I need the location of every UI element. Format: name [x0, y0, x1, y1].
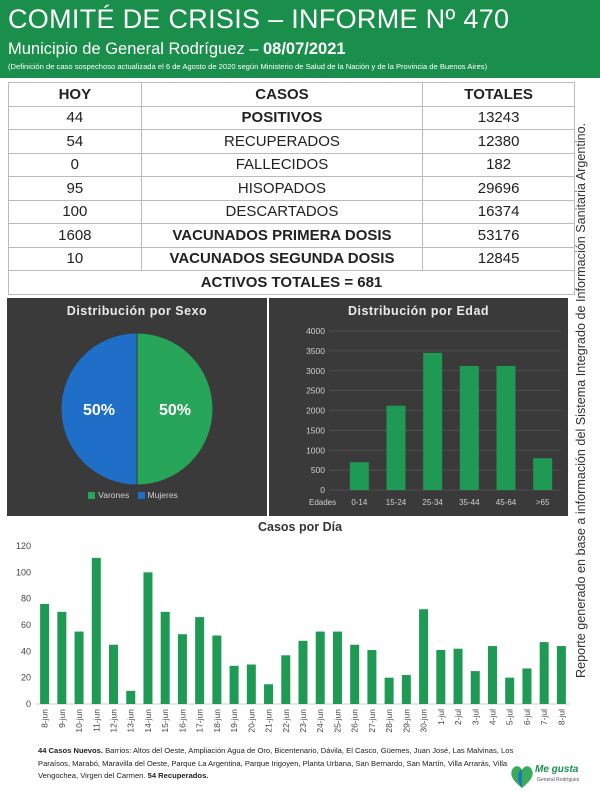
x-tick-label: 27-jun: [366, 709, 377, 733]
x-tick-label: 21-jun: [263, 709, 274, 733]
x-tick-label: 13-jun: [125, 709, 136, 733]
bar-dia-2-jul: [454, 649, 463, 704]
x-tick-label: 9-jun: [56, 709, 67, 728]
subtitle-municipio: Municipio de General Rodríguez –: [8, 40, 263, 58]
y-tick-label: 3000: [306, 365, 325, 376]
y-tick-label: 4000: [306, 326, 325, 336]
bar-dia-30-jun: [419, 609, 428, 704]
bar-dia-14-jun: [143, 572, 152, 704]
bar-dia-8-jul: [557, 646, 566, 704]
edad-chart-panel: [269, 298, 568, 516]
footer-nuevos: 44 Casos Nuevos.: [38, 746, 103, 755]
y-tick-label: 60: [20, 620, 31, 630]
header-totales: TOTALES: [423, 83, 575, 107]
x-tick-label: 0-14: [351, 498, 368, 507]
x-tick-label: 16-jun: [177, 709, 188, 733]
y-tick-label: 100: [15, 567, 31, 578]
logo-text: Me gusta: [535, 764, 579, 775]
footer-barrios: [38, 745, 518, 783]
bar-dia-16-jun: [178, 634, 187, 704]
row-hoy: 0: [9, 153, 142, 177]
table-row: [9, 106, 575, 130]
x-tick-label: 7-jul: [539, 709, 550, 726]
legend-mujeres: Mujeres: [147, 490, 178, 500]
row-hoy: 44: [9, 106, 142, 130]
y-tick-label: 120: [15, 541, 31, 551]
bar-dia-10-jun: [75, 632, 84, 704]
bar-dia-15-jun: [161, 612, 170, 704]
row-totales: 29696: [423, 177, 575, 201]
x-tick-label: 24-jun: [315, 709, 326, 733]
edad-chart-title: Distribución por Edad: [347, 304, 490, 318]
x-tick-label: 1-jul: [435, 709, 446, 726]
activos-totales: ACTIVOS TOTALES = 681: [9, 271, 575, 295]
row-hoy: 10: [9, 247, 142, 271]
x-tick-label: 23-jun: [298, 709, 308, 733]
bar-edad-45-64: [497, 366, 516, 490]
row-casos: VACUNADOS SEGUNDA DOSIS: [141, 247, 423, 271]
bar-dia-12-jun: [109, 645, 118, 704]
bar-dia-8-jun: [40, 604, 49, 704]
y-tick-label: 2000: [306, 405, 325, 416]
row-casos: VACUNADOS PRIMERA DOSIS: [141, 224, 423, 248]
y-tick-label: 1500: [306, 425, 325, 436]
pie-data-label: 50%: [158, 402, 192, 419]
bar-dia-1-jul: [436, 650, 445, 704]
report-header: [0, 0, 600, 78]
sexo-chart-title: Distribución por Sexo: [66, 304, 208, 318]
y-tick-label: 80: [20, 593, 31, 604]
row-casos: HISOPADOS: [141, 177, 423, 201]
bar-dia-25-jun: [333, 632, 342, 704]
y-tick-label: 2500: [306, 385, 325, 396]
x-tick-label: 5-jul: [504, 709, 515, 726]
x-tick-label: 2-jul: [453, 709, 464, 726]
bar-dia-19-jun: [230, 666, 239, 704]
x-tick-label: 29-jun: [401, 709, 412, 733]
row-totales: 182: [423, 153, 575, 177]
row-casos: FALLECIDOS: [141, 153, 423, 177]
y-tick-label: 500: [310, 465, 325, 476]
header-casos: CASOS: [141, 83, 423, 107]
row-casos: POSITIVOS: [141, 106, 423, 130]
y-tick-label: 1000: [306, 445, 325, 456]
x-tick-label: 14-jun: [142, 709, 153, 733]
bar-dia-13-jun: [126, 691, 135, 704]
row-totales: 53176: [423, 224, 575, 248]
bar-dia-24-jun: [316, 632, 325, 704]
x-tick-label: 30-jun: [418, 709, 429, 733]
row-hoy: 100: [9, 200, 142, 224]
bar-dia-11-jun: [92, 558, 101, 704]
bar-edad->65: [533, 458, 552, 490]
x-tick-label: 8-jun: [39, 709, 50, 728]
table-row: [9, 224, 575, 248]
dia-bar-chart: [0, 533, 575, 745]
y-tick-label: 40: [20, 646, 31, 657]
y-tick-label: 20: [20, 672, 31, 683]
report-subtitle: [8, 40, 346, 59]
sexo-legend: [0, 490, 260, 500]
pie-data-label: 50%: [82, 402, 116, 419]
bar-dia-7-jul: [540, 642, 549, 704]
x-tick-label: 19-jun: [229, 709, 240, 733]
x-tick-label: 26-jun: [349, 709, 360, 733]
sexo-chart-panel: [7, 298, 267, 516]
y-tick-label: 0: [320, 485, 325, 495]
row-totales: 13243: [423, 106, 575, 130]
x-tick-label: 11-jun: [91, 709, 102, 732]
x-axis-label: Edades: [309, 498, 337, 507]
x-tick-label: 35-44: [459, 498, 480, 507]
x-tick-label: 45-64: [495, 498, 517, 507]
bar-dia-23-jun: [299, 641, 308, 704]
table-row: [9, 130, 575, 154]
report-date: 08/07/2021: [262, 40, 346, 58]
x-tick-label: 25-34: [422, 498, 443, 507]
me-gusta-logo: [510, 762, 580, 792]
y-tick-label: 0: [25, 699, 31, 709]
bar-edad-25-34: [423, 353, 442, 490]
legend-swatch-varones: [88, 492, 95, 499]
x-tick-label: 28-jun: [384, 709, 395, 733]
bar-dia-17-jun: [195, 617, 204, 704]
table-row: [9, 153, 575, 177]
footer-recuperados: 54 Recuperados.: [147, 771, 209, 780]
edad-bar-chart: [269, 298, 568, 516]
table-row: [9, 247, 575, 271]
bar-dia-27-jun: [367, 650, 376, 704]
bar-dia-28-jun: [385, 678, 394, 704]
legend-varones: Varones: [98, 490, 130, 500]
row-hoy: 95: [9, 177, 142, 201]
x-tick-label: 22-jun: [280, 709, 291, 733]
x-tick-label: 20-jun: [246, 709, 257, 733]
row-totales: 12380: [423, 130, 575, 154]
legend-swatch-mujeres: [138, 492, 145, 499]
x-tick-label: 6-jul: [521, 709, 532, 726]
bar-dia-18-jun: [212, 636, 221, 704]
bar-edad-0-14: [350, 462, 369, 490]
footer-barrios-list: Barrios: Altos del Oeste, Ampliación Agua de Oro, Bicentenario, Dávila, El Casco, Güemes, Juan José, Las Malvinas, Los Paraísos, Marabó, Maravilla del Oeste, Parque La Argentina, Parque Irigoyen, Planta Urbana, San Bernardo, San Martín, Villa Arrarás, Villa Vengochea, Virgen del Carmen.: [38, 746, 514, 780]
definition-note: (Definición de caso sospechoso actualizada el 6 de Agosto de 2020 según Ministerio de Salud de la Nación y de la Provincia de Buenos Aires): [8, 62, 488, 71]
bar-dia-6-jul: [522, 668, 531, 704]
x-tick-label: 17-jun: [194, 709, 205, 733]
x-tick-label: 15-jun: [160, 709, 171, 733]
table-row: [9, 200, 575, 224]
sexo-pie-chart: [7, 298, 267, 516]
row-hoy: 54: [9, 130, 142, 154]
x-tick-label: 8-jul: [556, 709, 567, 726]
row-totales: 16374: [423, 200, 575, 224]
y-tick-label: 3500: [306, 345, 325, 356]
x-tick-label: 25-jun: [332, 709, 343, 733]
row-casos: RECUPERADOS: [141, 130, 423, 154]
x-tick-label: 18-jun: [211, 709, 222, 733]
row-casos: DESCARTADOS: [141, 200, 423, 224]
cases-table: [8, 82, 575, 295]
x-tick-label: 12-jun: [108, 709, 119, 733]
row-hoy: 1608: [9, 224, 142, 248]
report-title: COMITÉ DE CRISIS – INFORME Nº 470: [8, 4, 510, 34]
bar-dia-22-jun: [281, 655, 290, 704]
x-tick-label: >65: [535, 498, 550, 507]
table-header-row: [9, 83, 575, 107]
header-hoy: HOY: [9, 83, 142, 107]
bar-dia-9-jun: [57, 612, 66, 704]
x-tick-label: 10-jun: [74, 709, 85, 733]
heart-logo-icon: [510, 764, 534, 790]
bar-dia-29-jun: [402, 675, 411, 704]
source-note: Reporte generado en base a información del Sistema Integrado de Información Sanitaria Argentino.: [574, 122, 588, 678]
bar-edad-35-44: [460, 366, 479, 490]
x-tick-label: 4-jul: [487, 709, 498, 726]
bar-edad-15-24: [387, 406, 406, 490]
dia-chart-title: Casos por Día: [257, 520, 343, 534]
bar-dia-26-jun: [350, 645, 359, 704]
bar-dia-3-jul: [471, 671, 480, 704]
table-row: [9, 177, 575, 201]
bar-dia-20-jun: [247, 665, 256, 705]
bar-dia-4-jul: [488, 646, 497, 704]
row-totales: 12845: [423, 247, 575, 271]
bar-dia-21-jun: [264, 684, 273, 704]
logo-subtext: General Rodríguez: [537, 777, 580, 783]
x-tick-label: 3-jul: [470, 709, 481, 726]
bar-dia-5-jul: [505, 678, 514, 704]
x-tick-label: 15-24: [385, 498, 407, 507]
activos-row: [9, 271, 575, 295]
